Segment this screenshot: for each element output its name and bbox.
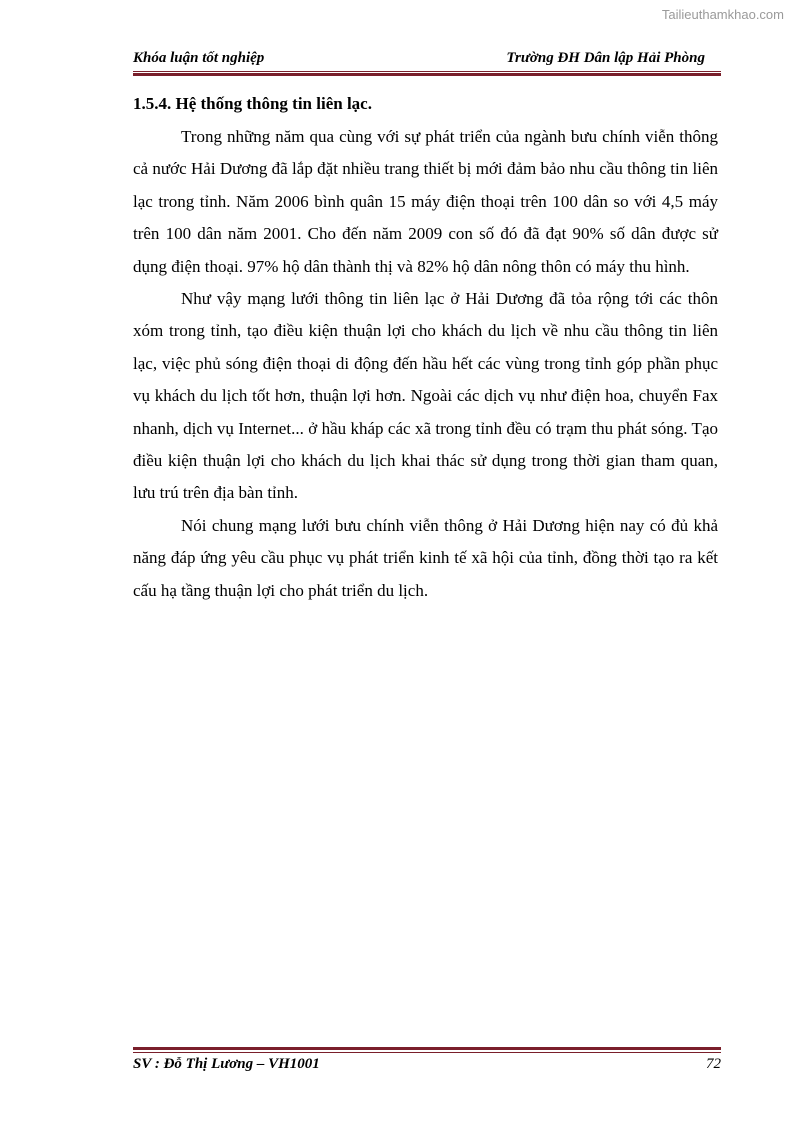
watermark-text: Tailieuthamkhao.com [661,7,784,22]
paragraph-1: Trong những năm qua cùng với sự phát triển của ngành bưu chính viễn thông cả nước Hải Dương đã lắp đặt nhiều trang thiết bị mới đảm bảo nhu cầu thông tin liên lạc trong tỉnh. Năm 2006 bình quân 15 máy điện thoại trên 100 dân so với 4,5 máy trên 100 dân năm 2001. Cho đến năm 2009 con số đó đã đạt 90% số dân được sử dụng điện thoại. 97% hộ dân thành thị và 82% hộ dân nông thôn có máy thu hình. [133,127,718,276]
header-rule-thick [133,73,721,76]
footer-rule-thick [133,1047,721,1050]
page-header [133,50,705,70]
header-rule-thin [133,71,721,72]
footer-rule-thin [133,1052,721,1053]
main-content [133,92,718,607]
paragraph-3: Nói chung mạng lưới bưu chính viễn thông ở Hải Dương hiện nay có đủ khả năng đáp ứng yêu cầu phục vụ phát triển kinh tế xã hội của tỉnh, đồng thời tạo ra kết cấu hạ tầng thuận lợi cho phát triển du lịch. [133,515,718,600]
header-university-label: Trường ĐH Dân lập Hải Phòng [506,50,705,66]
page-number: 72 [706,1056,721,1072]
header-thesis-label: Khóa luận tốt nghiệp [133,50,265,66]
paragraph-2: Như vậy mạng lưới thông tin liên lạc ở Hải Dương đã tỏa rộng tới các thôn xóm trong tỉnh, tạo điều kiện thuận lợi cho khách du lịch về nhu cầu thông tin liên lạc, việc phủ sóng điện thoại di động đến hầu hết các vùng trong tỉnh góp phần phục vụ khách du lịch tốt hơn, thuận lợi hơn. Ngoài các dịch vụ như điện hoa, chuyển Fax nhanh, dịch vụ Internet... ở hầu kháp các xã trong tỉnh đều có trạm thu phát sóng. Tạo điều kiện thuận lợi cho khách du lịch khai thác sử dụng trong thời gian tham quan, lưu trú trên địa bàn tỉnh. [133,289,718,503]
footer-author: SV : Đỗ Thị Lương – VH1001 [133,1056,320,1072]
section-title: 1.5.4. Hệ thống thông tin liên lạc. [133,94,372,113]
